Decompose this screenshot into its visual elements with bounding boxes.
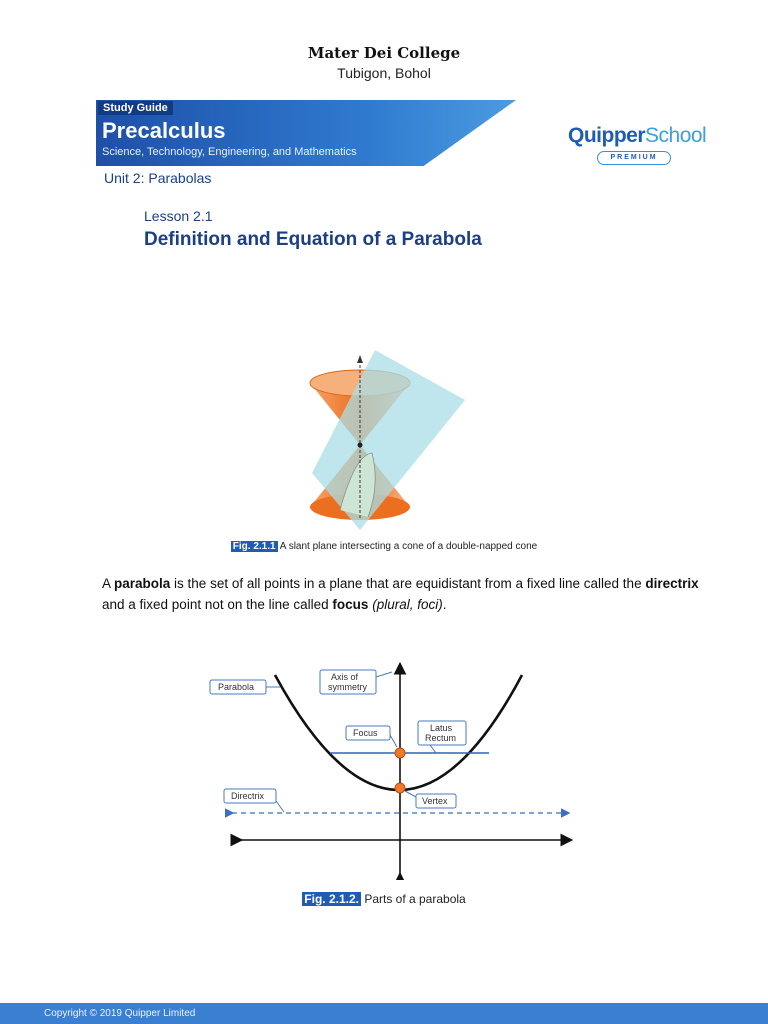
definition-text: and a fixed point not on the line called: [102, 597, 333, 612]
figure-1-caption: [0, 541, 768, 552]
term-parabola: parabola: [114, 576, 171, 591]
parabola-definition: [102, 573, 702, 615]
cone-figure: [300, 345, 470, 535]
term-focus: focus: [332, 597, 369, 612]
label-axis-line2: symmetry: [328, 682, 367, 692]
lesson-number: Lesson 2.1: [144, 208, 213, 224]
term-directrix: directrix: [645, 576, 699, 591]
label-vertex: Vertex: [422, 796, 448, 806]
label-directrix: Directrix: [231, 791, 264, 801]
quipper-logo: [568, 124, 706, 148]
vertex-point: [395, 783, 405, 793]
figure-2-caption: [0, 892, 768, 906]
brand-name-part1: Quipper: [568, 124, 646, 147]
label-parabola: Parabola: [218, 682, 255, 692]
label-latus-line2: Rectum: [425, 733, 457, 743]
parabola-diagram: [200, 655, 580, 880]
figure-1-label: Fig. 2.1.1: [232, 541, 276, 552]
unit-title: Unit 2: Parabolas: [104, 170, 212, 186]
brand-badge: PREMIUM: [597, 151, 671, 165]
label-axis-line1: Axis of: [331, 672, 359, 682]
label-focus: Focus: [353, 728, 378, 738]
figure-1-text: A slant plane intersecting a cone of a double-napped cone: [279, 541, 538, 552]
lesson-title: Definition and Equation of a Parabola: [144, 229, 482, 250]
school-location: Tubigon, Bohol: [337, 65, 431, 81]
definition-text: .: [442, 597, 447, 612]
parabola-curve: [275, 675, 522, 790]
focus-point: [395, 748, 405, 758]
banner-subtitle: Science, Technology, Engineering, and Mathematics: [102, 146, 357, 158]
brand-name-part2: School: [645, 124, 707, 147]
footer-bar: [0, 1003, 768, 1024]
banner-tag: Study Guide: [98, 101, 173, 115]
term-focus-plural: (plural, foci): [372, 597, 443, 612]
figure-2-label: Fig. 2.1.2.: [304, 892, 359, 906]
definition-text: is the set of all points in a plane that are equidistant from a fixed line called the: [170, 576, 646, 591]
definition-text: A: [102, 576, 115, 591]
banner-title: Precalculus: [102, 118, 226, 143]
figure-2-text: Parts of a parabola: [364, 892, 466, 906]
label-latus-line1: Latus: [430, 723, 453, 733]
school-name: Mater Dei College: [307, 44, 461, 62]
copyright-text: Copyright © 2019 Quipper Limited: [44, 1008, 196, 1019]
